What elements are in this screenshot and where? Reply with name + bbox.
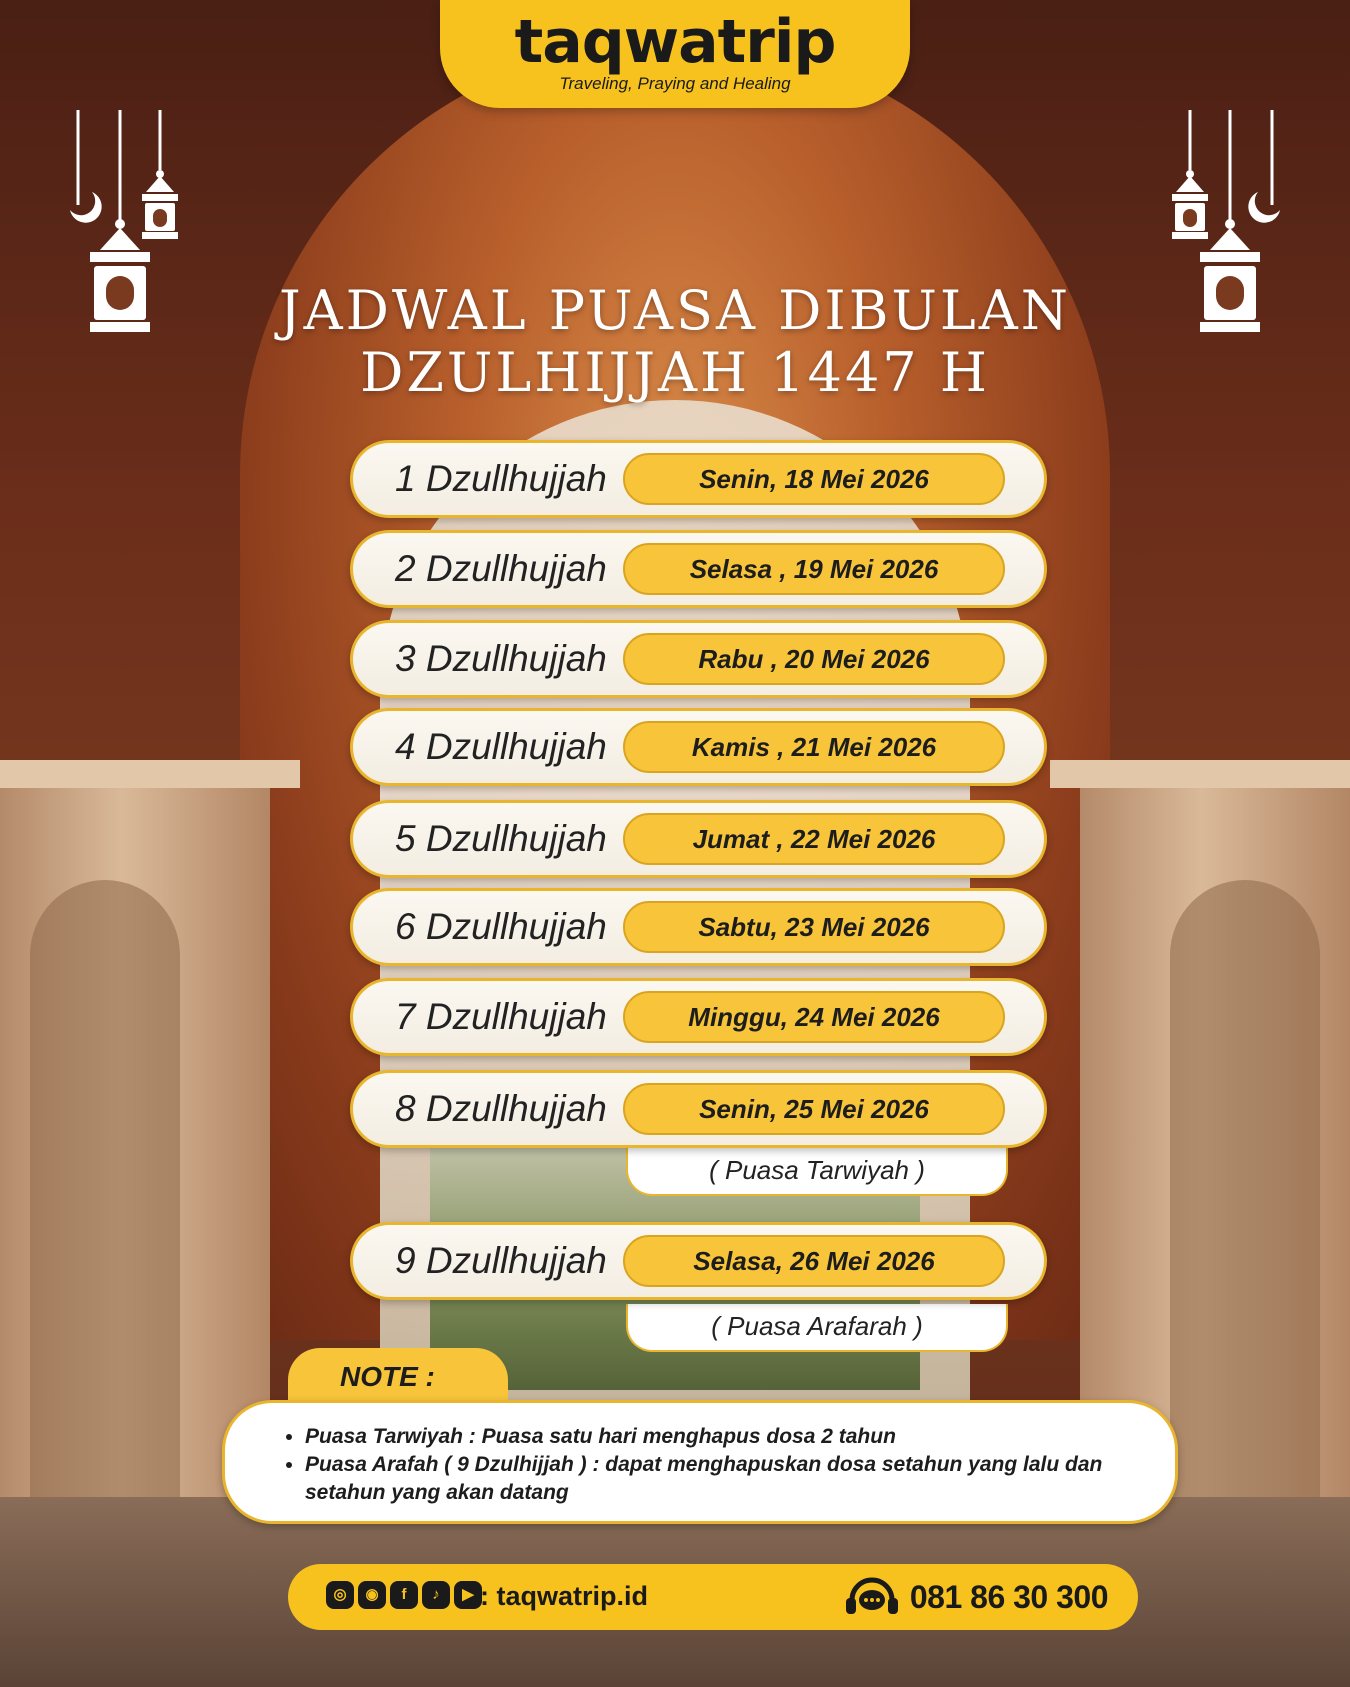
schedule-row-2 — [350, 530, 1047, 608]
schedule-day-label: 7 Dzullhujjah — [395, 996, 607, 1037]
note-heading: NOTE : — [340, 1361, 435, 1392]
page-title-line2: DZULHIJJAH 1447 H — [360, 341, 990, 404]
schedule-row-5 — [350, 800, 1047, 878]
schedule-date-pill: Selasa , 19 Mei 2026 — [623, 543, 1005, 595]
schedule-day-label: 4 Dzullhujjah — [395, 726, 607, 767]
phone-number[interactable]: 081 86 30 300 — [909, 1578, 1108, 1615]
schedule-day-label: 1 Dzullhujjah — [395, 458, 607, 499]
note-item: • Puasa Tarwiyah : Puasa satu hari menghapus dosa 2 tahun — [305, 1423, 1135, 1451]
schedule-row-4 — [350, 708, 1047, 786]
phone-contact[interactable] — [844, 1572, 1108, 1622]
schedule-row-9 — [350, 1222, 1047, 1300]
brand-name: taqwatrip — [514, 7, 836, 77]
schedule-date-pill: Senin, 25 Mei 2026 — [623, 1083, 1005, 1135]
note-box — [222, 1400, 1178, 1524]
schedule-day-label: 3 Dzullhujjah — [395, 638, 607, 679]
schedule-date-pill: Selasa, 26 Mei 2026 — [623, 1235, 1005, 1287]
schedule-date-pill: Rabu , 20 Mei 2026 — [623, 633, 1005, 685]
schedule-note-tarwiyah: ( Puasa Tarwiyah ) — [626, 1148, 1008, 1196]
schedule-date-pill: Senin, 18 Mei 2026 — [623, 453, 1005, 505]
brand-logo — [440, 0, 910, 108]
schedule-note-arafah: ( Puasa Arafarah ) — [626, 1304, 1008, 1352]
schedule-day-label: 5 Dzullhujjah — [395, 818, 607, 859]
facebook-icon[interactable]: f — [390, 1581, 418, 1609]
schedule-row-1 — [350, 440, 1047, 518]
schedule-date-pill: Jumat , 22 Mei 2026 — [623, 813, 1005, 865]
instagram-icon[interactable]: ◉ — [358, 1581, 386, 1609]
social-icons — [326, 1581, 482, 1613]
schedule-date-pill: Sabtu, 23 Mei 2026 — [623, 901, 1005, 953]
brand-tagline: Traveling, Praying and Healing — [559, 74, 791, 93]
note-item: • Puasa Arafah ( 9 Dzulhijjah ) : dapat menghapuskan dosa setahun yang lalu dan setahun yang akan datang — [305, 1451, 1135, 1507]
schedule-day-label: 2 Dzullhujjah — [395, 548, 607, 589]
schedule-day-label: 6 Dzullhujjah — [395, 906, 607, 947]
note-list — [225, 1403, 1175, 1507]
schedule-row-7 — [350, 978, 1047, 1056]
youtube-icon[interactable]: ▶ — [454, 1581, 482, 1609]
schedule-row-6 — [350, 888, 1047, 966]
schedule-date-pill: Minggu, 24 Mei 2026 — [623, 991, 1005, 1043]
page-title-line1: JADWAL PUASA DIBULAN — [278, 279, 1072, 342]
headset-chat-icon — [844, 1574, 900, 1620]
schedule-row-3 — [350, 620, 1047, 698]
schedule-day-label: 8 Dzullhujjah — [395, 1088, 607, 1129]
globe-icon[interactable]: ◎ — [326, 1581, 354, 1609]
schedule-date-pill: Kamis , 21 Mei 2026 — [623, 721, 1005, 773]
schedule-day-label: 9 Dzullhujjah — [395, 1240, 607, 1281]
tiktok-icon[interactable]: ♪ — [422, 1581, 450, 1609]
pillar-cap-right — [1050, 760, 1350, 788]
pillar-cap-left — [0, 760, 300, 788]
website-link[interactable]: : taqwatrip.id — [480, 1581, 648, 1611]
schedule-row-8 — [350, 1070, 1047, 1148]
page-title — [0, 280, 1350, 404]
footer-bar — [288, 1564, 1138, 1630]
